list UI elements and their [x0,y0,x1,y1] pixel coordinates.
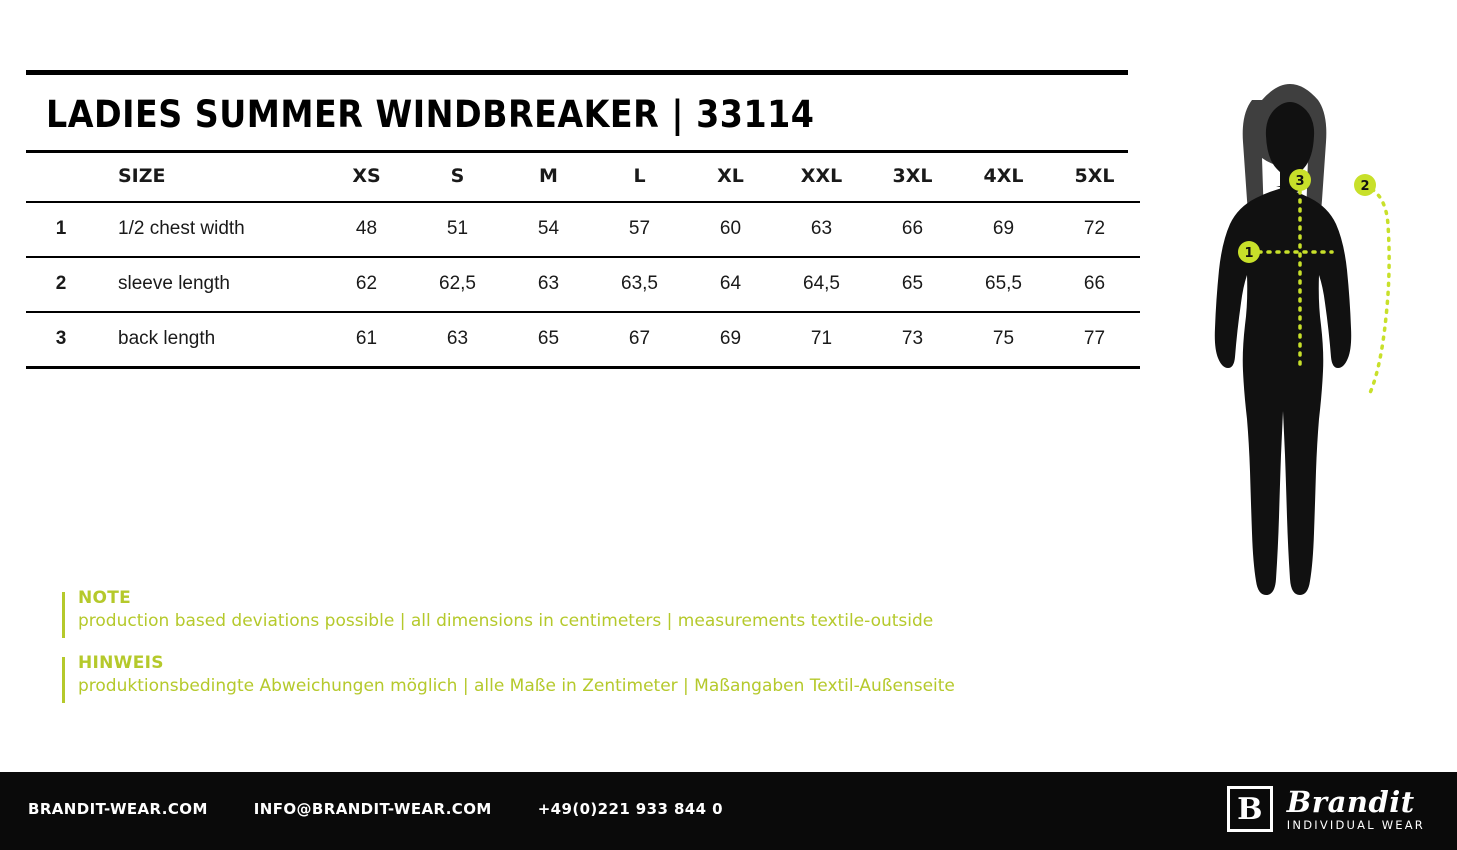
marker-2-label: 2 [1360,179,1370,194]
table-row [26,257,1140,312]
row-index: 1 [55,218,67,239]
header-s: S [450,165,465,187]
cell-3xl: 73 [901,328,924,349]
row-index: 2 [55,273,67,294]
cell-xl: 64 [719,273,742,294]
head-shape [1266,102,1314,177]
brand-logo-icon: B [1227,786,1273,832]
note-en-heading: NOTE [78,588,132,608]
table-row [26,312,1140,368]
marker-3-label: 3 [1295,174,1305,189]
cell-xs: 48 [355,218,378,239]
brand-wordmark [1286,784,1425,833]
header-4xl: 4XL [983,165,1024,187]
table-header-row [26,153,1140,202]
brand-lockup [1227,786,1425,832]
cell-m: 54 [537,218,560,239]
marker-2 [1354,174,1376,196]
body-figure [1150,40,1450,740]
size-table [26,153,1140,369]
header-m: M [539,165,558,187]
sleeve-length-guide [1364,185,1389,393]
header-l: L [633,165,646,187]
cell-m: 65 [537,328,560,349]
size-table-body [26,202,1140,368]
note-accent-bar [62,592,65,638]
cell-4xl: 75 [992,328,1015,349]
note-en-text: production based deviations possible | all dimensions in centimeters | measurements textile-outside [78,611,934,631]
header-xs: XS [352,165,381,187]
cell-3xl: 65 [901,273,924,294]
cell-s: 51 [446,218,469,239]
brand-name: Brandit [1286,784,1415,819]
cell-m: 63 [537,273,560,294]
female-silhouette-icon [1150,40,1450,740]
note-en [40,588,1040,631]
cell-5xl: 72 [1083,218,1106,239]
brand-tagline: INDIVIDUAL WEAR [1286,818,1425,833]
size-table-head [26,153,1140,202]
cell-s: 63 [446,328,469,349]
row-label: back length [118,328,216,349]
header-5xl: 5XL [1074,165,1115,187]
cell-5xl: 66 [1083,273,1106,294]
marker-1 [1238,241,1260,263]
header-index [26,153,96,202]
cell-xs: 62 [355,273,378,294]
body-shape [1215,186,1351,595]
header-3xl: 3XL [892,165,933,187]
size-chart-block [26,70,1128,369]
notes-section [40,588,1040,718]
cell-s: 62,5 [439,273,476,294]
header-xxl: XXL [800,165,843,187]
marker-1-label: 1 [1244,246,1254,261]
header-xl: XL [717,165,744,187]
cell-4xl: 65,5 [985,273,1022,294]
note-de [40,653,1040,696]
cell-l: 57 [628,218,651,239]
cell-l: 63,5 [621,273,658,294]
note-de-text: produktionsbedingte Abweichungen möglich | alle Maße in Zentimeter | Maßangaben Textil-Außenseite [78,676,955,696]
table-row [26,202,1140,257]
page-title: LADIES SUMMER WINDBREAKER | 33114 [46,93,815,136]
cell-l: 67 [628,328,651,349]
cell-4xl: 69 [992,218,1015,239]
note-accent-bar [62,657,65,703]
cell-xl: 60 [719,218,742,239]
cell-5xl: 77 [1083,328,1106,349]
row-index: 3 [55,328,67,349]
footer-contact [28,800,723,818]
cell-3xl: 66 [901,218,924,239]
footer-bar [0,772,1457,850]
row-label: 1/2 chest width [118,218,245,239]
cell-xl: 69 [719,328,742,349]
footer-email[interactable]: INFO@BRANDIT-WEAR.COM [253,800,492,818]
footer-website[interactable]: BRANDIT-WEAR.COM [28,800,208,818]
cell-xxl: 63 [810,218,833,239]
cell-xs: 61 [355,328,378,349]
header-size: SIZE [118,165,166,187]
marker-3 [1289,169,1311,191]
row-label: sleeve length [118,273,230,294]
footer-phone[interactable]: +49(0)221 933 844 0 [537,800,723,818]
cell-xxl: 64,5 [803,273,840,294]
note-de-heading: HINWEIS [78,653,164,673]
cell-xxl: 71 [810,328,833,349]
